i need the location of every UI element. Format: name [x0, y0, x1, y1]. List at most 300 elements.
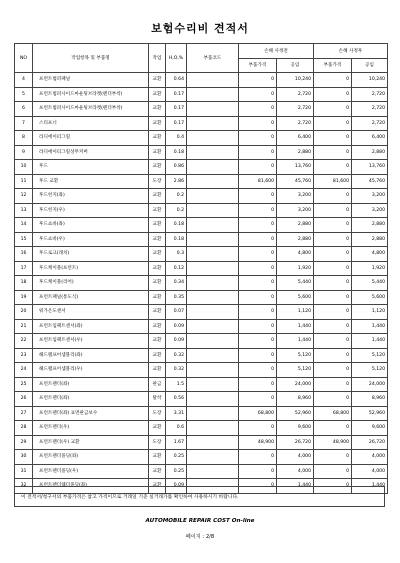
row-no: 21	[15, 319, 33, 334]
row-item-name: 후드힌지(좌)	[33, 189, 149, 204]
row-no: 18	[15, 276, 33, 291]
row-before-part-price: 0	[239, 73, 277, 88]
row-work-type: 교환	[149, 189, 166, 204]
table-row	[15, 406, 388, 421]
row-no: 14	[15, 218, 33, 233]
row-no: 30	[15, 450, 33, 465]
row-before-part-price: 0	[239, 145, 277, 160]
row-work-type: 교환	[149, 87, 166, 102]
row-after-labor: 1,440	[352, 479, 388, 494]
row-before-labor: 8,960	[277, 392, 314, 407]
table-row	[15, 116, 388, 131]
row-hours: 0.09	[166, 319, 187, 334]
row-no: 11	[15, 174, 33, 189]
row-after-labor: 9,600	[352, 421, 388, 436]
row-item-name: 후드	[33, 160, 149, 175]
row-no: 15	[15, 232, 33, 247]
row-part-code	[187, 160, 239, 175]
row-after-labor: 5,600	[352, 290, 388, 305]
table-row	[15, 348, 388, 363]
row-no: 13	[15, 203, 33, 218]
row-no: 12	[15, 189, 33, 204]
table-row	[15, 203, 388, 218]
row-work-type: 도장	[149, 406, 166, 421]
table-row	[15, 131, 388, 146]
row-item-name: 프런트범퍼사이드마운팅브라켓(펜더부착)	[33, 102, 149, 117]
row-part-code	[187, 87, 239, 102]
row-no: 31	[15, 464, 33, 479]
row-before-labor: 5,600	[277, 290, 314, 305]
row-item-name: 후드로크(래치)	[33, 247, 149, 262]
row-part-code	[187, 319, 239, 334]
row-item-name: 프런트펜더(좌)	[33, 377, 149, 392]
row-after-part-price: 0	[314, 392, 352, 407]
row-before-labor: 4,000	[277, 464, 314, 479]
row-work-type: 교환	[149, 319, 166, 334]
row-work-type: 교환	[149, 218, 166, 233]
row-no: 16	[15, 247, 33, 262]
row-before-labor: 2,880	[277, 232, 314, 247]
row-item-name: 프런트펜더(우) 교환	[33, 435, 149, 450]
row-part-code	[187, 392, 239, 407]
table-row	[15, 232, 388, 247]
row-work-type: 교환	[149, 464, 166, 479]
row-no: 8	[15, 131, 33, 146]
row-item-name: 프런트펜더몰딩(좌)	[33, 450, 149, 465]
row-item-name: 후드쇼바(좌)	[33, 218, 149, 233]
row-hours: 0.18	[166, 232, 187, 247]
row-after-labor: 5,440	[352, 276, 388, 291]
row-no: 19	[15, 290, 33, 305]
table-row	[15, 421, 388, 436]
row-before-part-price: 0	[239, 276, 277, 291]
row-after-labor: 1,440	[352, 334, 388, 349]
row-after-part-price: 0	[314, 479, 352, 494]
table-row	[15, 435, 388, 450]
row-hours: 0.09	[166, 479, 187, 494]
row-before-part-price: 0	[239, 392, 277, 407]
row-work-type: 교환	[149, 116, 166, 131]
row-part-code	[187, 102, 239, 117]
row-work-type: 교환	[149, 334, 166, 349]
row-before-part-price: 0	[239, 247, 277, 262]
row-before-part-price: 68,800	[239, 406, 277, 421]
row-work-type: 교환	[149, 160, 166, 175]
row-part-code	[187, 261, 239, 276]
row-before-part-price: 0	[239, 305, 277, 320]
row-hours: 1.67	[166, 435, 187, 450]
row-after-labor: 26,720	[352, 435, 388, 450]
row-before-labor: 2,880	[277, 218, 314, 233]
table-row	[15, 305, 388, 320]
table-row	[15, 145, 388, 160]
row-before-part-price: 0	[239, 87, 277, 102]
row-item-name: 헤드램프어셈블리(우)	[33, 363, 149, 378]
row-before-part-price: 0	[239, 218, 277, 233]
row-part-code	[187, 276, 239, 291]
row-before-part-price: 0	[239, 290, 277, 305]
row-after-part-price: 0	[314, 305, 352, 320]
row-after-labor: 52,960	[352, 406, 388, 421]
row-work-type: 교환	[149, 131, 166, 146]
row-work-type: 도장	[149, 435, 166, 450]
row-before-labor: 3,200	[277, 189, 314, 204]
row-no: 26	[15, 392, 33, 407]
table-row	[15, 174, 388, 189]
row-before-labor: 26,720	[277, 435, 314, 450]
row-work-type: 교환	[149, 479, 166, 494]
row-after-labor: 2,880	[352, 145, 388, 160]
row-before-part-price: 0	[239, 203, 277, 218]
row-after-labor: 4,000	[352, 464, 388, 479]
row-part-code	[187, 203, 239, 218]
table-row	[15, 261, 388, 276]
row-no: 9	[15, 145, 33, 160]
table-row	[15, 276, 388, 291]
row-after-labor: 2,880	[352, 218, 388, 233]
row-after-labor: 2,720	[352, 116, 388, 131]
row-before-part-price: 0	[239, 363, 277, 378]
row-item-name: 프런트범퍼사이드마운팅브라켓(펜더부착)	[33, 87, 149, 102]
row-no: 7	[15, 116, 33, 131]
table-row	[15, 377, 388, 392]
row-hours: 0.86	[166, 160, 187, 175]
row-hours: 0.2	[166, 189, 187, 204]
row-after-part-price: 0	[314, 73, 352, 88]
row-item-name: 프런트패널(통도식)	[33, 290, 149, 305]
row-before-labor: 5,120	[277, 363, 314, 378]
header-after: 손해 사정후	[314, 44, 388, 59]
row-before-labor: 2,720	[277, 87, 314, 102]
row-before-part-price: 0	[239, 189, 277, 204]
row-no: 25	[15, 377, 33, 392]
header-no: NO	[15, 44, 33, 73]
row-after-part-price: 0	[314, 247, 352, 262]
table-row	[15, 87, 388, 102]
table-row	[15, 450, 388, 465]
row-after-part-price: 0	[314, 203, 352, 218]
row-no: 22	[15, 334, 33, 349]
row-after-part-price: 0	[314, 145, 352, 160]
row-hours: 0.17	[166, 116, 187, 131]
row-hours: 0.17	[166, 102, 187, 117]
table-row	[15, 334, 388, 349]
row-before-part-price: 0	[239, 421, 277, 436]
row-after-part-price: 81,600	[314, 174, 352, 189]
table-row	[15, 73, 388, 88]
row-no: 28	[15, 421, 33, 436]
row-before-part-price: 0	[239, 131, 277, 146]
row-before-part-price: 0	[239, 479, 277, 494]
row-before-part-price: 0	[239, 377, 277, 392]
row-hours: 0.07	[166, 305, 187, 320]
header-after-part-price: 부품가격	[314, 59, 352, 73]
row-before-labor: 3,200	[277, 203, 314, 218]
row-item-name: 프런트임팩트센서(우)	[33, 334, 149, 349]
row-item-name: 프런트펜더(우)	[33, 421, 149, 436]
header-before-part-price: 부품가격	[239, 59, 277, 73]
row-after-part-price: 0	[314, 319, 352, 334]
row-part-code	[187, 334, 239, 349]
table-row	[15, 189, 388, 204]
row-hours: 0.6	[166, 421, 187, 436]
row-after-part-price: 0	[314, 290, 352, 305]
row-item-name: 후드케이블(리어)	[33, 276, 149, 291]
row-after-labor: 5,120	[352, 348, 388, 363]
row-hours: 1.5	[166, 377, 187, 392]
row-after-part-price: 0	[314, 232, 352, 247]
page-number: 페이지 : 2/8	[185, 534, 215, 540]
row-no: 5	[15, 87, 33, 102]
row-work-type: 교환	[149, 145, 166, 160]
price-notice: 이 견적서/청구서의 부품가격은 참고 가격이므로 거래일 기준 실거래가를 확인하여 사용하시기 바랍니다.	[14, 486, 385, 507]
row-before-labor: 45,760	[277, 174, 314, 189]
row-hours: 0.25	[166, 450, 187, 465]
row-part-code	[187, 348, 239, 363]
table-row	[15, 247, 388, 262]
row-no: 23	[15, 348, 33, 363]
page-title: 보험수리비 견적서	[151, 22, 249, 35]
row-before-part-price: 0	[239, 116, 277, 131]
row-before-part-price: 0	[239, 261, 277, 276]
row-item-name: 워가온도센서	[33, 305, 149, 320]
row-no: 4	[15, 73, 33, 88]
row-work-type: 교환	[149, 363, 166, 378]
row-hours: 0.64	[166, 73, 187, 88]
row-before-part-price: 0	[239, 102, 277, 117]
row-item-name: 스티프너	[33, 116, 149, 131]
row-after-labor: 10,240	[352, 73, 388, 88]
row-before-labor: 9,600	[277, 421, 314, 436]
table-row	[15, 218, 388, 233]
row-hours: 0.2	[166, 203, 187, 218]
table-row	[15, 319, 388, 334]
row-after-part-price: 0	[314, 102, 352, 117]
row-work-type: 도장	[149, 174, 166, 189]
row-item-name: 라디에이터그릴상무커버	[33, 145, 149, 160]
row-before-labor: 2,880	[277, 145, 314, 160]
row-part-code	[187, 247, 239, 262]
row-after-part-price: 68,800	[314, 406, 352, 421]
row-after-part-price: 0	[314, 116, 352, 131]
row-before-labor: 4,000	[277, 450, 314, 465]
row-work-type: 교환	[149, 348, 166, 363]
row-no: 29	[15, 435, 33, 450]
header-before: 손해 사정전	[239, 44, 314, 59]
row-part-code	[187, 377, 239, 392]
row-before-part-price: 0	[239, 464, 277, 479]
row-item-name: 후드쇼바(우)	[33, 232, 149, 247]
row-after-part-price: 0	[314, 421, 352, 436]
row-before-labor: 6,400	[277, 131, 314, 146]
row-item-name: 후드 교환	[33, 174, 149, 189]
row-hours: 2.86	[166, 174, 187, 189]
row-after-labor: 1,120	[352, 305, 388, 320]
row-hours: 0.3	[166, 247, 187, 262]
row-before-labor: 10,240	[277, 73, 314, 88]
row-work-type: 판금	[149, 377, 166, 392]
row-after-part-price: 48,900	[314, 435, 352, 450]
footer-brand: AUTOMOBILE REPAIR COST On-line	[145, 518, 255, 524]
row-after-part-price: 0	[314, 348, 352, 363]
row-no: 24	[15, 363, 33, 378]
row-part-code	[187, 145, 239, 160]
row-work-type: 교환	[149, 232, 166, 247]
row-after-part-price: 0	[314, 276, 352, 291]
row-no: 20	[15, 305, 33, 320]
row-after-part-price: 0	[314, 131, 352, 146]
row-item-name: 프런트펜더(좌) 표면판금보수	[33, 406, 149, 421]
table-row	[15, 464, 388, 479]
row-part-code	[187, 363, 239, 378]
row-after-part-price: 0	[314, 363, 352, 378]
row-work-type: 교환	[149, 421, 166, 436]
estimate-rows	[15, 73, 388, 494]
row-no: 10	[15, 160, 33, 175]
row-no: 32	[15, 479, 33, 494]
row-before-labor: 13,760	[277, 160, 314, 175]
row-part-code	[187, 174, 239, 189]
row-after-labor: 5,120	[352, 363, 388, 378]
row-part-code	[187, 218, 239, 233]
row-before-labor: 4,800	[277, 247, 314, 262]
row-item-name: 후드힌지(우)	[33, 203, 149, 218]
header-work: 작업	[149, 44, 166, 73]
row-before-labor: 52,960	[277, 406, 314, 421]
row-before-labor: 24,000	[277, 377, 314, 392]
estimate-table	[14, 43, 388, 494]
row-after-part-price: 0	[314, 218, 352, 233]
header-item: 작업항목 및 부품명	[33, 44, 149, 73]
row-item-name: 프런트범퍼패널	[33, 73, 149, 88]
row-work-type: 탈착	[149, 392, 166, 407]
row-hours: 0.56	[166, 392, 187, 407]
row-before-labor: 1,920	[277, 261, 314, 276]
row-after-part-price: 0	[314, 189, 352, 204]
row-before-labor: 1,120	[277, 305, 314, 320]
row-after-labor: 2,720	[352, 87, 388, 102]
row-before-part-price: 81,600	[239, 174, 277, 189]
row-before-labor: 2,720	[277, 116, 314, 131]
row-work-type: 교환	[149, 247, 166, 262]
header-code: 부품코드	[187, 44, 239, 73]
row-part-code	[187, 232, 239, 247]
table-row	[15, 363, 388, 378]
header-after-labor: 공임	[352, 59, 388, 73]
row-after-labor: 8,960	[352, 392, 388, 407]
table-row	[15, 392, 388, 407]
row-after-labor: 24,000	[352, 377, 388, 392]
row-after-part-price: 0	[314, 334, 352, 349]
row-hours: 0.4	[166, 131, 187, 146]
row-hours: 3.31	[166, 406, 187, 421]
header-hours: H,O,%	[166, 44, 187, 73]
row-item-name: 프런트펜더웨더몰딩(좌)	[33, 479, 149, 494]
row-item-name: 라디에이터그릴	[33, 131, 149, 146]
row-hours: 0.17	[166, 87, 187, 102]
row-part-code	[187, 189, 239, 204]
table-row	[15, 102, 388, 117]
row-hours: 0.18	[166, 145, 187, 160]
row-work-type: 교환	[149, 305, 166, 320]
row-work-type: 교환	[149, 290, 166, 305]
row-after-labor: 3,200	[352, 203, 388, 218]
row-no: 17	[15, 261, 33, 276]
row-item-name: 프런트펜더(좌)	[33, 392, 149, 407]
row-item-name: 프런트임팩트센서(좌)	[33, 319, 149, 334]
row-after-labor: 6,400	[352, 131, 388, 146]
row-hours: 0.25	[166, 464, 187, 479]
row-part-code	[187, 290, 239, 305]
row-no: 27	[15, 406, 33, 421]
row-after-part-price: 0	[314, 261, 352, 276]
row-part-code	[187, 421, 239, 436]
row-before-part-price: 0	[239, 348, 277, 363]
row-before-part-price: 0	[239, 232, 277, 247]
row-hours: 0.18	[166, 218, 187, 233]
row-work-type: 교환	[149, 261, 166, 276]
row-hours: 0.09	[166, 334, 187, 349]
row-work-type: 교환	[149, 102, 166, 117]
row-before-labor: 5,120	[277, 348, 314, 363]
row-part-code	[187, 406, 239, 421]
row-after-labor: 1,440	[352, 319, 388, 334]
row-before-part-price: 0	[239, 160, 277, 175]
row-after-part-price: 0	[314, 87, 352, 102]
row-after-part-price: 0	[314, 377, 352, 392]
row-before-labor: 1,440	[277, 479, 314, 494]
row-part-code	[187, 305, 239, 320]
row-before-labor: 1,440	[277, 319, 314, 334]
row-hours: 0.34	[166, 276, 187, 291]
row-after-labor: 4,800	[352, 247, 388, 262]
row-before-labor: 5,440	[277, 276, 314, 291]
row-hours: 0.35	[166, 290, 187, 305]
row-after-labor: 4,000	[352, 450, 388, 465]
row-part-code	[187, 73, 239, 88]
row-after-part-price: 0	[314, 160, 352, 175]
row-work-type: 교환	[149, 450, 166, 465]
row-part-code	[187, 464, 239, 479]
header-before-labor: 공임	[277, 59, 314, 73]
row-hours: 0.32	[166, 348, 187, 363]
row-after-part-price: 0	[314, 464, 352, 479]
row-part-code	[187, 131, 239, 146]
row-after-labor: 2,720	[352, 102, 388, 117]
row-part-code	[187, 450, 239, 465]
row-item-name: 후드케이블(프런트)	[33, 261, 149, 276]
row-before-part-price: 48,900	[239, 435, 277, 450]
row-before-labor: 1,440	[277, 334, 314, 349]
row-after-labor: 3,200	[352, 189, 388, 204]
row-after-labor: 45,760	[352, 174, 388, 189]
row-before-part-price: 0	[239, 334, 277, 349]
table-row	[15, 160, 388, 175]
row-after-part-price: 0	[314, 450, 352, 465]
row-after-labor: 1,920	[352, 261, 388, 276]
row-hours: 0.32	[166, 363, 187, 378]
row-part-code	[187, 435, 239, 450]
row-before-labor: 2,720	[277, 102, 314, 117]
row-before-part-price: 0	[239, 450, 277, 465]
row-work-type: 교환	[149, 73, 166, 88]
row-before-part-price: 0	[239, 319, 277, 334]
row-item-name: 프런트펜더몰딩(우)	[33, 464, 149, 479]
row-work-type: 교환	[149, 276, 166, 291]
table-row	[15, 290, 388, 305]
row-no: 6	[15, 102, 33, 117]
row-item-name: 헤드램프어셈블리(좌)	[33, 348, 149, 363]
